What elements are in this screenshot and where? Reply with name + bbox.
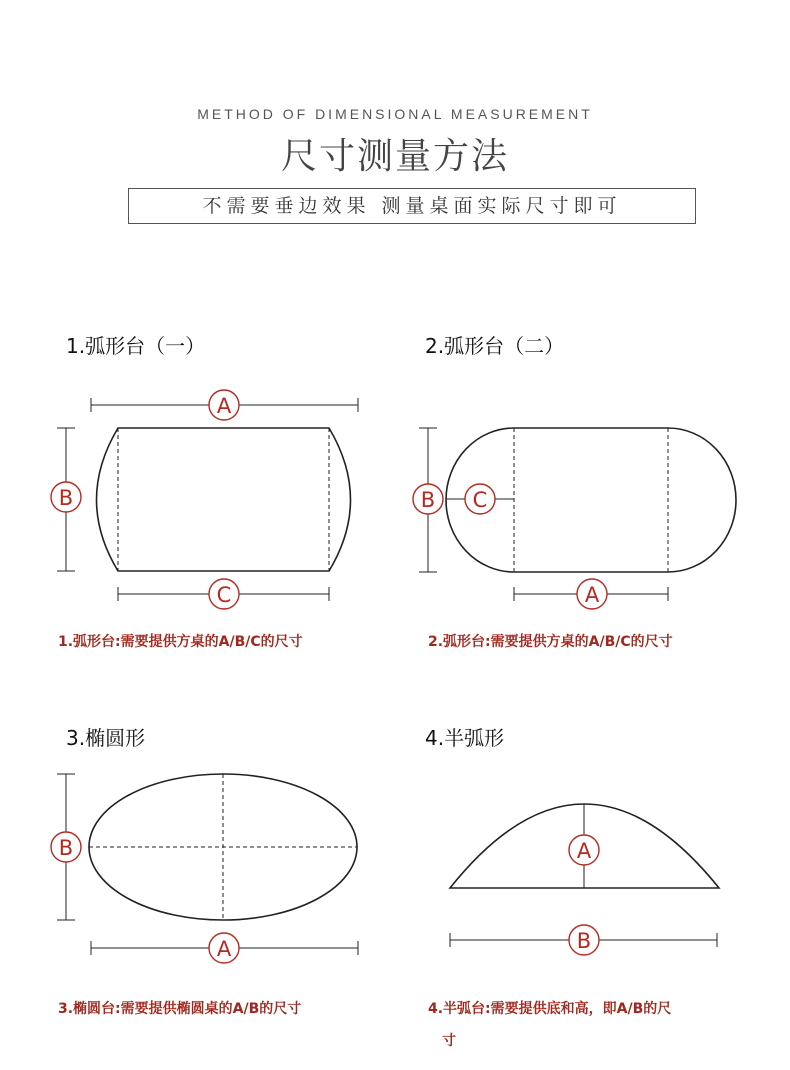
english-title: METHOD OF DIMENSIONAL MEASUREMENT bbox=[197, 106, 593, 122]
label-a-1: A bbox=[216, 394, 232, 418]
label-b-3: B bbox=[58, 836, 74, 860]
caption-1: 1.弧形台:需要提供方桌的A/B/C的尺寸 bbox=[58, 634, 303, 650]
caption-4-line2: 寸 bbox=[442, 1033, 456, 1049]
section-title-4: 4.半弧形 bbox=[425, 726, 505, 750]
caption-2: 2.弧形台:需要提供方桌的A/B/C的尺寸 bbox=[428, 634, 673, 650]
label-b-2: B bbox=[420, 488, 436, 512]
label-a-4: A bbox=[576, 839, 592, 863]
label-b-1: B bbox=[58, 486, 74, 510]
section-title-2: 2.弧形台（二） bbox=[425, 334, 565, 358]
label-c-1: C bbox=[216, 583, 232, 607]
diagram-arc-table-2 bbox=[419, 428, 736, 601]
label-b-4: B bbox=[576, 929, 592, 953]
subtitle-banner: 不需要垂边效果 测量桌面实际尺寸即可 bbox=[128, 188, 696, 224]
arc-table-1-outline bbox=[97, 428, 351, 571]
section-title-1: 1.弧形台（一） bbox=[66, 334, 206, 358]
diagram-arc-table-1 bbox=[57, 398, 358, 601]
label-a-3: A bbox=[216, 937, 232, 961]
section-title-3: 3.椭圆形 bbox=[66, 726, 146, 750]
diagram-ellipse-table bbox=[57, 774, 358, 955]
caption-4-line1: 4.半弧台:需要提供底和高，即A/B的尺 bbox=[428, 1001, 672, 1017]
chinese-title: 尺寸测量方法 bbox=[280, 136, 509, 177]
caption-3: 3.椭圆台:需要提供椭圆桌的A/B的尺寸 bbox=[58, 1001, 302, 1017]
label-c-2: C bbox=[472, 488, 488, 512]
label-a-2: A bbox=[584, 583, 600, 607]
